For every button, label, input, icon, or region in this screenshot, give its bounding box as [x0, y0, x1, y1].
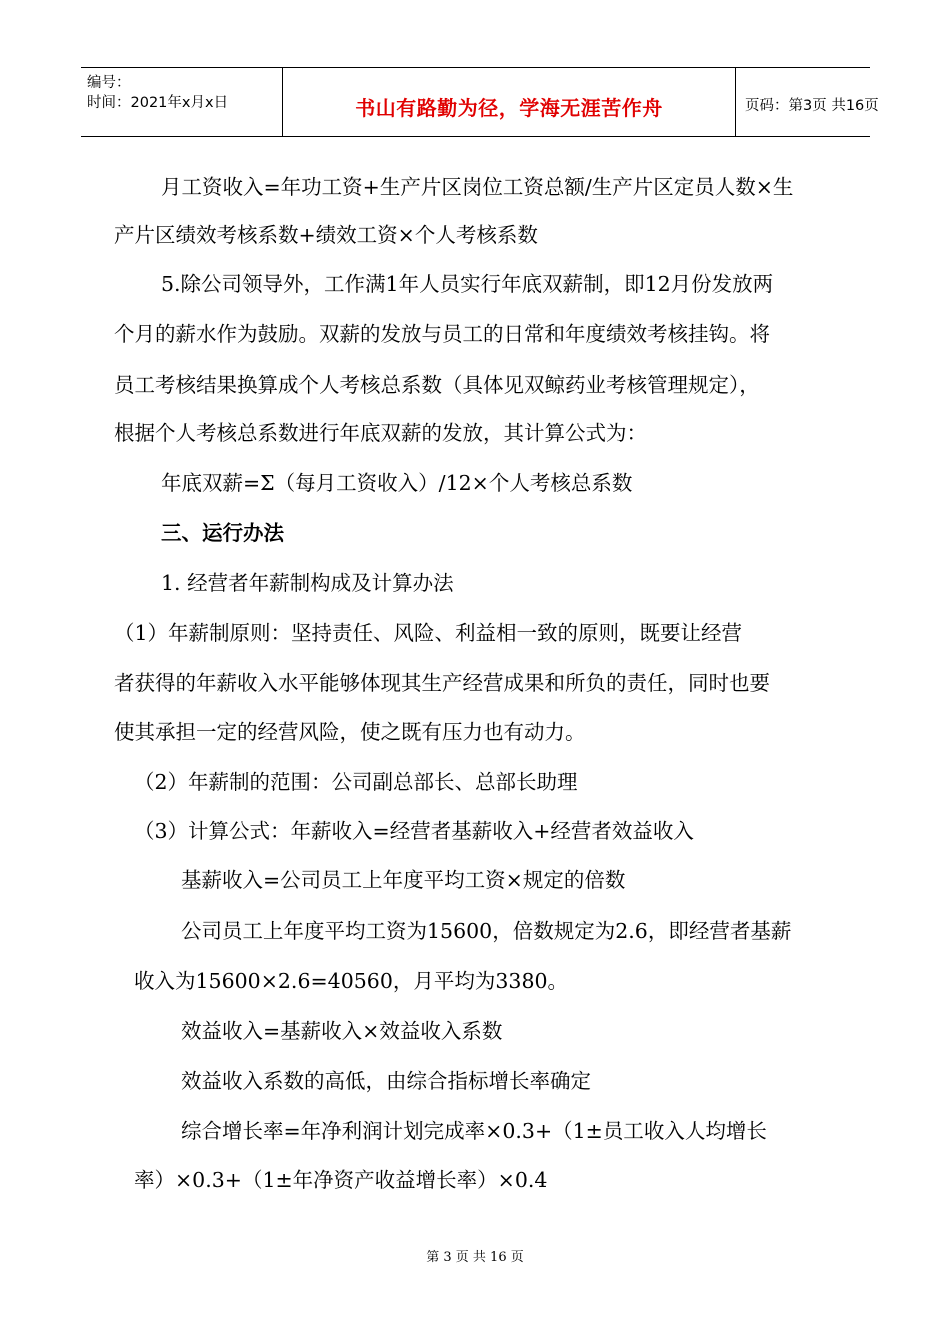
- header-motto: 书山有路勤为径，学海无涯苦作舟: [355, 96, 663, 120]
- body-line: （1）年薪制原则：坚持责任、风险、利益相一致的原则，既要让经营: [114, 621, 743, 645]
- body-line: 月工资收入=年功工资+生产片区岗位工资总额/生产片区定员人数×生: [161, 175, 794, 199]
- header-motto-cell: [283, 68, 736, 136]
- formula-line: 效益收入=基薪收入×效益收入系数: [181, 1019, 503, 1043]
- document-date-label: 时间：2021年x月x日: [87, 95, 229, 111]
- header-page-cell: [736, 68, 879, 136]
- body-line: 收入为15600×2.6=40560，月平均为3380。: [134, 969, 569, 993]
- body-line: （2）年薪制的范围：公司副总部长、总部长助理: [134, 770, 578, 794]
- header-meta-cell: [81, 68, 283, 136]
- section-heading: 三、运行办法: [161, 521, 284, 545]
- body-line: 者获得的年薪收入水平能够体现其生产经营成果和所负的责任，同时也要: [114, 671, 770, 695]
- body-line: 5.除公司领导外，工作满1年人员实行年底双薪制，即12月份发放两: [161, 272, 774, 296]
- page-footer: 第 3 页 共 16 页: [426, 1250, 524, 1265]
- subsection-heading: 1. 经营者年薪制构成及计算办法: [161, 571, 454, 595]
- formula-line: 基薪收入=公司员工上年度平均工资×规定的倍数: [181, 868, 626, 892]
- body-line: 产片区绩效考核系数+绩效工资×个人考核系数: [114, 223, 538, 247]
- body-line: （3）计算公式：年薪收入=经营者基薪收入+经营者效益收入: [134, 819, 694, 843]
- body-line: 公司员工上年度平均工资为15600，倍数规定为2.6，即经营者基薪: [181, 919, 792, 943]
- document-number-label: 编号：: [87, 75, 131, 91]
- page-header: [81, 67, 879, 137]
- body-line: 使其承担一定的经营风险，使之既有压力也有动力。: [114, 720, 586, 744]
- body-line: 效益收入系数的高低，由综合指标增长率确定: [181, 1069, 591, 1093]
- header-page-info: 页码：第3页 共16页: [745, 98, 879, 114]
- formula-line: 率）×0.3+（1±年净资产收益增长率）×0.4: [134, 1168, 548, 1192]
- formula-line: 年底双薪=Σ（每月工资收入）/12×个人考核总系数: [161, 471, 633, 495]
- body-line: 员工考核结果换算成个人考核总系数（具体见双鲸药业考核管理规定），: [114, 373, 760, 397]
- body-line: 个月的薪水作为鼓励。双薪的发放与员工的日常和年度绩效考核挂钩。将: [114, 322, 770, 346]
- formula-line: 综合增长率=年净利润计划完成率×0.3+（1±员工收入人均增长: [181, 1119, 767, 1143]
- body-line: 根据个人考核总系数进行年底双薪的发放，其计算公式为：: [114, 421, 647, 445]
